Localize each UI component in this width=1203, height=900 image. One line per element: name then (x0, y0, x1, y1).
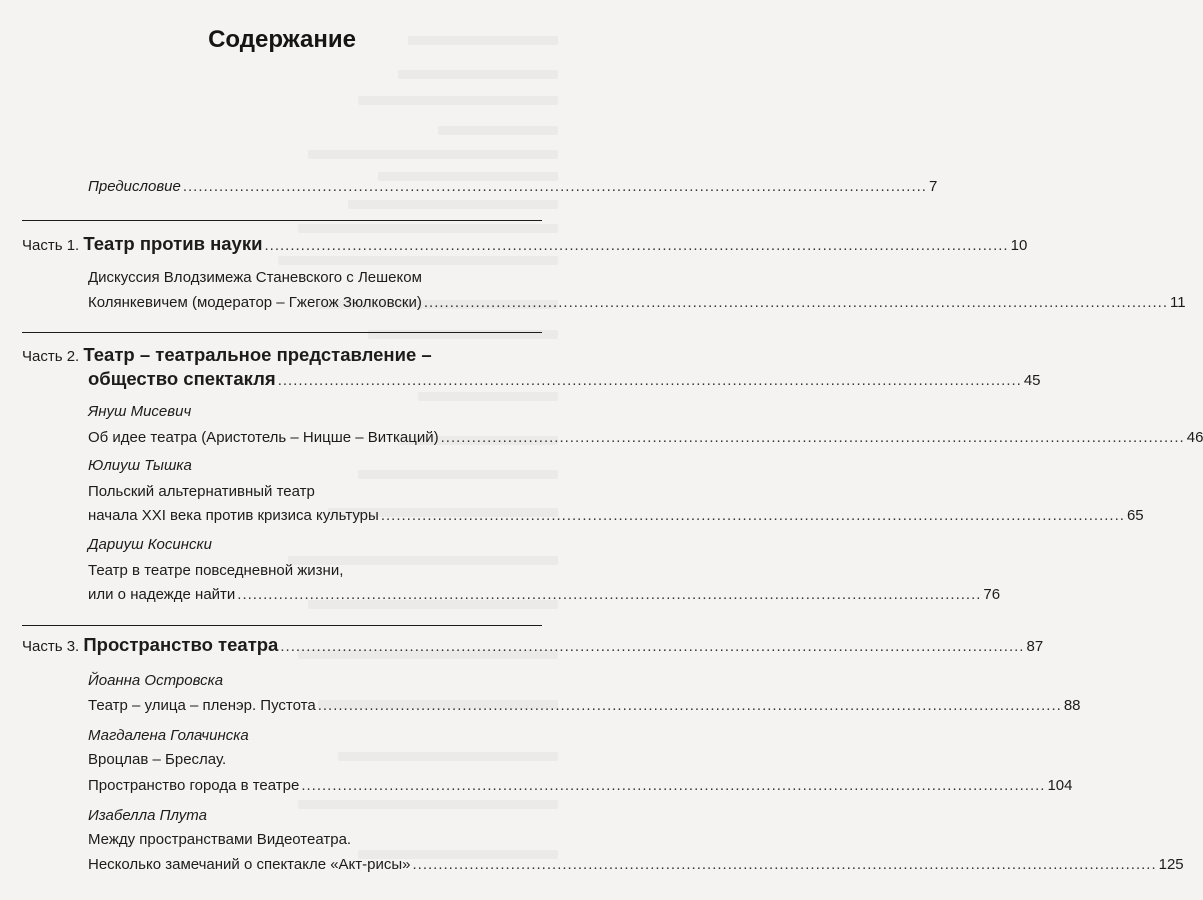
entry-title: начала XXI века против кризиса культуры (88, 507, 379, 524)
dot-leader: ................................................................................................................................................ (423, 294, 1168, 311)
page-number: 87 (1026, 638, 1044, 655)
entry-title-line: Театр в театре повседневной жизни, (88, 562, 344, 579)
entry-title: Предисловие (88, 178, 181, 195)
toc-entry-kosinski[interactable] (88, 585, 1001, 605)
dot-leader: ................................................................................................................................................ (277, 372, 1022, 389)
part-label: Часть 3. (22, 638, 80, 655)
page-number: 76 (983, 586, 1001, 603)
toc-entry-pluta[interactable] (88, 855, 1184, 875)
page-title: Содержание (208, 26, 356, 53)
part-label: Часть 2. (22, 348, 80, 365)
toc-entry-discussion[interactable] (88, 293, 1186, 313)
toc-entry-tyshka[interactable] (88, 506, 1144, 526)
toc-entry-ostrovska[interactable] (88, 696, 1081, 716)
page-number: 65 (1126, 507, 1144, 524)
toc-entry-misevich[interactable] (88, 428, 1203, 448)
dot-leader: ................................................................................................................................................ (264, 237, 1009, 254)
page-number: 45 (1023, 372, 1041, 389)
toc-entry-golachinska[interactable] (88, 776, 1073, 796)
page-number: 88 (1063, 697, 1081, 714)
part-title: Пространство театра (83, 634, 279, 655)
page-number: 125 (1158, 856, 1184, 873)
page-number: 7 (928, 178, 938, 195)
dot-leader: ................................................................................................................................................ (301, 777, 1046, 794)
toc-part-3[interactable] (22, 634, 1044, 658)
toc-part-1[interactable] (22, 233, 1028, 257)
entry-title: или о надежде найти (88, 586, 236, 603)
toc-entry-preface[interactable] (88, 177, 938, 197)
dot-leader: ................................................................................................................................................ (380, 507, 1125, 524)
entry-title: Колянкевичем (модератор – Гжегож Зюлковски) (88, 294, 422, 311)
section-divider (22, 332, 542, 333)
dot-leader: ................................................................................................................................................ (317, 697, 1062, 714)
dot-leader: ................................................................................................................................................ (182, 178, 927, 195)
entry-title-line: Между пространствами Видеотеатра. (88, 831, 352, 848)
section-divider (22, 625, 542, 626)
entry-title: Пространство города в театре (88, 777, 300, 794)
part-title: Театр – театральное представление – (83, 344, 432, 365)
entry-title: Об идее театра (Аристотель – Ницше – Виткаций) (88, 429, 439, 446)
entry-title-line: Дискуссия Влодзимежа Станевского с Лешеком (88, 269, 422, 286)
toc-part-2-cont[interactable] (88, 368, 1041, 392)
page-number: 10 (1010, 237, 1028, 254)
entry-title: Театр – улица – пленэр. Пустота (88, 697, 316, 714)
toc-part-2[interactable] (22, 344, 534, 368)
entry-author: Юлиуш Тышка (88, 457, 192, 474)
dot-leader: ................................................................................................................................................ (440, 429, 1185, 446)
entry-author: Изабелла Плута (88, 807, 207, 824)
part-title: Театр против науки (83, 233, 263, 254)
entry-title-line: Польский альтернативный театр (88, 483, 315, 500)
dot-leader: ................................................................................................................................................ (412, 856, 1157, 873)
dot-leader: ................................................................................................................................................ (280, 638, 1025, 655)
entry-author: Януш Мисевич (88, 403, 192, 420)
entry-title-line: Вроцлав – Бреслау. (88, 751, 227, 768)
entry-author: Магдалена Голачинска (88, 727, 249, 744)
entry-author: Дариуш Косински (88, 536, 212, 553)
part-label: Часть 1. (22, 237, 80, 254)
dot-leader: ................................................................................................................................................ (237, 586, 982, 603)
section-divider (22, 220, 542, 221)
entry-author: Йоанна Островска (88, 672, 224, 689)
page-number: 11 (1170, 294, 1186, 311)
part-title: общество спектакля (88, 368, 276, 389)
entry-title: Несколько замечаний о спектакле «Акт-рисы» (88, 856, 411, 873)
page-number: 104 (1047, 777, 1073, 794)
page-number: 46 (1186, 429, 1203, 446)
